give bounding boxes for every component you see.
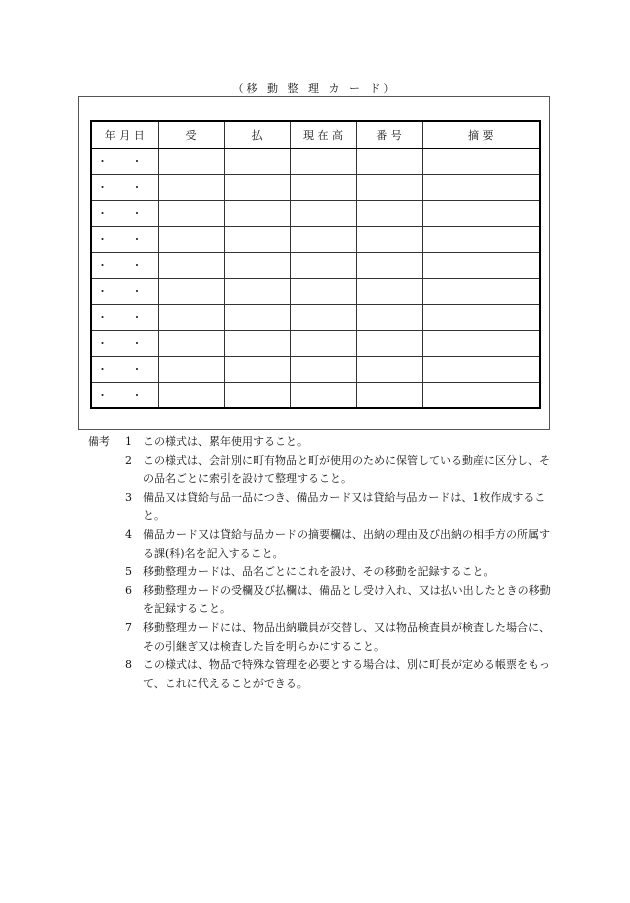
note-item <box>88 526 558 563</box>
note-text: 備品カード又は貸給与品カードの摘要欄は、出納の理由及び出納の相手方の所属する課(科)名を記入すること。 <box>143 527 550 560</box>
table-cell <box>422 330 540 356</box>
table-cell <box>290 382 356 408</box>
table-cell <box>224 304 290 330</box>
table-cell <box>224 278 290 304</box>
table-cell <box>422 174 540 200</box>
note-item <box>88 452 558 489</box>
note-number: 4 <box>125 527 132 541</box>
table-cell <box>158 382 224 408</box>
table-cell <box>356 304 422 330</box>
table-cell <box>290 356 356 382</box>
note-text: 移動整理カードの受欄及び払欄は、備品とし受け入れ、又は払い出したときの移動を記録すること。 <box>143 583 551 616</box>
note-text: この様式は、物品で特殊な管理を必要とする場合は、別に町長が定める帳票をもって、これに代えることができる。 <box>143 658 550 690</box>
table-row <box>91 382 540 408</box>
table-row <box>91 252 540 278</box>
notes-section <box>88 433 558 693</box>
date-cell: ・ ・ <box>91 356 158 382</box>
table-cell <box>290 330 356 356</box>
date-cell: ・ ・ <box>91 226 158 252</box>
date-cell: ・ ・ <box>91 148 158 174</box>
table-cell <box>224 356 290 382</box>
table-cell <box>158 148 224 174</box>
table-cell <box>356 200 422 226</box>
table-cell <box>422 200 540 226</box>
table-cell <box>158 356 224 382</box>
table-cell <box>224 200 290 226</box>
table-cell <box>356 382 422 408</box>
note-number: 2 <box>125 453 132 467</box>
table-cell <box>422 226 540 252</box>
header-date: 年 月 日 <box>91 121 158 148</box>
table-cell <box>356 174 422 200</box>
table-row <box>91 226 540 252</box>
table-cell <box>158 174 224 200</box>
note-item <box>88 582 558 619</box>
table-cell <box>224 174 290 200</box>
notes-label: 備考 <box>88 435 110 448</box>
note-item <box>88 563 558 582</box>
note-text: この様式は、会計別に町有物品と町が使用のために保管している動産に区分し、その品名ごとに索引を設けて整理すること。 <box>143 453 550 486</box>
table-cell <box>422 148 540 174</box>
table-cell <box>224 330 290 356</box>
note-text: この様式は、累年使用すること。 <box>143 435 308 448</box>
note-item <box>88 489 558 526</box>
header-payment: 払 <box>224 121 290 148</box>
note-text: 備品又は貸給与品一品につき、備品カード又は貸給与品カードは、1枚作成すること。 <box>143 490 546 523</box>
table-cell <box>158 304 224 330</box>
table-row <box>91 200 540 226</box>
table-cell <box>290 200 356 226</box>
note-number: 3 <box>125 490 132 504</box>
note-item <box>88 433 558 452</box>
table-cell <box>422 356 540 382</box>
table-cell <box>422 304 540 330</box>
table-cell <box>422 252 540 278</box>
note-number: 1 <box>125 435 132 448</box>
table-cell <box>290 252 356 278</box>
table-cell <box>356 356 422 382</box>
table-row <box>91 304 540 330</box>
date-cell: ・ ・ <box>91 278 158 304</box>
header-summary: 摘 要 <box>422 121 540 148</box>
date-cell: ・ ・ <box>91 304 158 330</box>
note-number: 7 <box>125 620 132 634</box>
table-row <box>91 278 540 304</box>
table-cell <box>224 148 290 174</box>
movement-card-table <box>90 120 541 409</box>
note-item <box>88 619 558 656</box>
table-cell <box>422 382 540 408</box>
date-cell: ・ ・ <box>91 200 158 226</box>
date-cell: ・ ・ <box>91 382 158 408</box>
date-cell: ・ ・ <box>91 252 158 278</box>
note-number: 8 <box>125 658 132 672</box>
table-row <box>91 356 540 382</box>
table-cell <box>158 252 224 278</box>
table-cell <box>158 200 224 226</box>
table-cell <box>224 382 290 408</box>
table-cell <box>356 252 422 278</box>
header-receipt: 受 <box>158 121 224 148</box>
table-row <box>91 174 540 200</box>
table-cell <box>290 278 356 304</box>
table-header-row <box>91 121 540 148</box>
table-cell <box>356 148 422 174</box>
table-cell <box>290 226 356 252</box>
table-cell <box>224 252 290 278</box>
date-cell: ・ ・ <box>91 174 158 200</box>
table-cell <box>224 226 290 252</box>
table-cell <box>422 278 540 304</box>
table-row <box>91 148 540 174</box>
table-cell <box>158 330 224 356</box>
note-item <box>88 656 558 693</box>
table-cell <box>158 278 224 304</box>
table-cell <box>356 278 422 304</box>
table-cell <box>158 226 224 252</box>
note-number: 5 <box>125 565 132 579</box>
note-number: 6 <box>125 583 132 597</box>
note-text: 移動整理カードは、品名ごとにこれを設け、その移動を記録すること。 <box>143 565 495 579</box>
table-cell <box>290 174 356 200</box>
card-title: （移 動 整 理 カ ー ド） <box>232 82 398 95</box>
header-number: 番 号 <box>356 121 422 148</box>
header-balance: 現 在 高 <box>290 121 356 148</box>
table-cell <box>356 226 422 252</box>
table-row <box>91 330 540 356</box>
table-cell <box>290 148 356 174</box>
date-cell: ・ ・ <box>91 330 158 356</box>
note-text: 移動整理カードには、物品出納職員が交替し、又は物品検査員が検査した場合に、その引継ぎ又は検査した旨を明らかにすること。 <box>143 620 550 653</box>
table-cell <box>290 304 356 330</box>
table-cell <box>356 330 422 356</box>
